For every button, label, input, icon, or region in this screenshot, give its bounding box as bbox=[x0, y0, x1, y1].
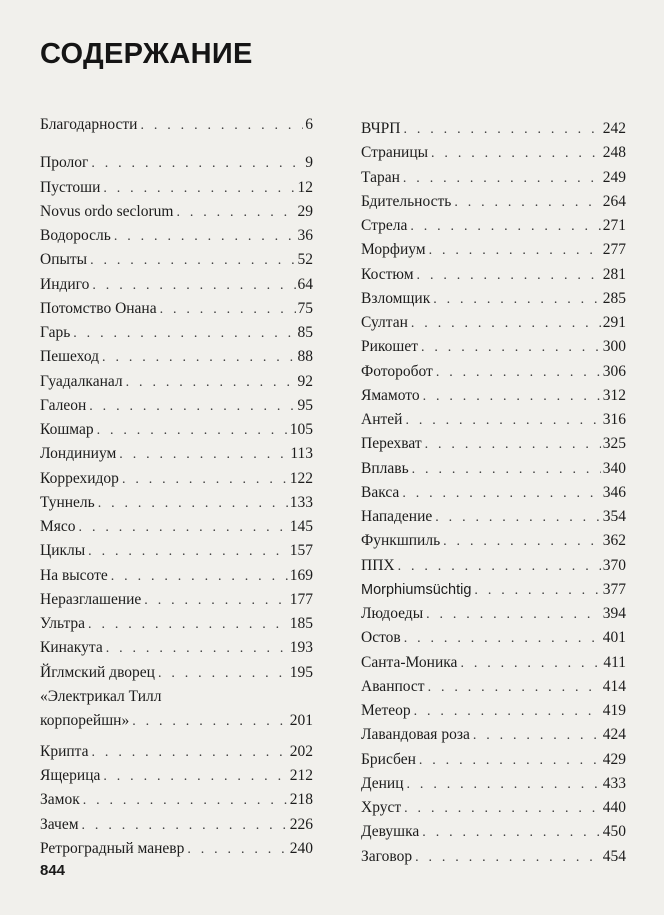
toc-entry-title: Неразглашение bbox=[40, 590, 142, 608]
leader-dots bbox=[91, 152, 303, 176]
leader-dots bbox=[474, 579, 600, 603]
toc-entry-title: Кошмар bbox=[40, 421, 94, 438]
toc-entry-page: 264 bbox=[602, 192, 626, 210]
toc-column-right bbox=[361, 117, 626, 869]
toc-entry bbox=[40, 837, 313, 861]
toc-entry-title: Взломщик bbox=[361, 289, 431, 307]
leader-dots bbox=[114, 225, 296, 249]
toc-entry-title: Санта-Моника bbox=[361, 653, 458, 671]
toc-entry-title: Ультра bbox=[40, 615, 86, 632]
toc-entry-page: 429 bbox=[602, 750, 626, 768]
toc-entry-title-line2: корпорейшн» bbox=[40, 711, 130, 729]
toc-entry-title: Зачем bbox=[40, 815, 79, 833]
toc-entry-title: Метеор bbox=[361, 702, 411, 719]
toc-entry bbox=[40, 740, 313, 764]
toc-entry-title: Опыты bbox=[40, 251, 88, 269]
toc-entry-page: 370 bbox=[602, 556, 626, 574]
toc-entry bbox=[40, 491, 313, 515]
toc-entry bbox=[361, 263, 626, 287]
toc-entry bbox=[361, 190, 626, 214]
toc-entry-title: Галеон bbox=[40, 396, 87, 414]
toc-entry-title: Рикошет bbox=[361, 338, 418, 356]
leader-dots bbox=[403, 118, 600, 142]
toc-entry-page: 9 bbox=[305, 154, 313, 172]
leader-dots bbox=[119, 443, 288, 467]
leader-dots bbox=[404, 797, 601, 821]
toc-entry-page: 281 bbox=[602, 265, 626, 283]
toc-entry-page: 212 bbox=[289, 767, 313, 784]
toc-entry-page: 113 bbox=[290, 445, 313, 463]
toc-entry-page: 75 bbox=[297, 299, 313, 317]
leader-dots bbox=[426, 603, 601, 627]
toc-entry bbox=[361, 408, 626, 432]
leader-dots bbox=[89, 395, 295, 419]
toc-entry bbox=[361, 578, 626, 602]
leader-dots bbox=[98, 492, 288, 516]
toc-entry bbox=[40, 394, 313, 418]
toc-entry-title: Потомство Онана bbox=[40, 299, 157, 317]
leader-dots bbox=[433, 288, 601, 312]
toc-entry bbox=[361, 335, 626, 359]
toc-entry bbox=[361, 457, 626, 481]
toc-entry-title: Ямамото bbox=[361, 386, 420, 404]
toc-entry-title: Замок bbox=[40, 791, 80, 809]
toc-entry bbox=[361, 602, 626, 626]
toc-entry-page: 306 bbox=[602, 362, 626, 380]
toc-entry-page: 285 bbox=[602, 289, 626, 307]
toc-entry-page: 88 bbox=[297, 348, 313, 366]
toc-entry-page: 450 bbox=[602, 823, 626, 841]
toc-entry-title: Заговор bbox=[361, 847, 413, 865]
toc-entry-title: Ящерица bbox=[40, 767, 101, 784]
toc-entry-page: 122 bbox=[289, 469, 313, 487]
toc-entry bbox=[361, 360, 626, 384]
toc-entry bbox=[40, 200, 313, 224]
toc-entry-page: 177 bbox=[289, 590, 313, 608]
toc-entry-page: 193 bbox=[289, 639, 313, 657]
toc-entry bbox=[361, 432, 626, 456]
toc-list bbox=[40, 740, 313, 861]
toc-entry-page: 362 bbox=[602, 532, 626, 550]
toc-entry-page: 316 bbox=[602, 411, 626, 428]
toc-entry-title: Брисбен bbox=[361, 750, 416, 768]
toc-entry-page: 454 bbox=[602, 847, 626, 865]
toc-entry bbox=[361, 384, 626, 408]
toc-entry bbox=[40, 248, 313, 272]
leader-dots bbox=[103, 177, 295, 201]
leader-dots bbox=[92, 274, 295, 298]
leader-dots bbox=[111, 565, 288, 589]
toc-entry-page: 433 bbox=[602, 774, 626, 792]
leader-dots bbox=[88, 613, 288, 637]
toc-entry-title: Антей bbox=[361, 411, 403, 428]
toc-entry-title: Фоторобот bbox=[361, 362, 433, 380]
toc-entry-page: 29 bbox=[297, 202, 313, 220]
leader-dots bbox=[158, 662, 288, 686]
toc-entry bbox=[361, 820, 626, 844]
toc-column-left bbox=[40, 113, 313, 861]
toc-entry bbox=[361, 796, 626, 820]
leader-dots bbox=[417, 264, 601, 288]
leader-dots bbox=[103, 765, 287, 789]
toc-entry bbox=[361, 699, 626, 723]
toc-entry bbox=[40, 151, 313, 175]
leader-dots bbox=[407, 773, 601, 797]
toc-entry-title: Novus ordo seclorum bbox=[40, 202, 174, 220]
toc-entry-title: Morphiumsüchtig bbox=[361, 581, 472, 598]
toc-entry bbox=[361, 117, 626, 141]
leader-dots bbox=[88, 540, 288, 564]
toc-entry-page: 325 bbox=[602, 435, 626, 453]
toc-entry-page: 145 bbox=[289, 518, 313, 535]
leader-dots bbox=[428, 676, 601, 700]
toc-entry bbox=[40, 224, 313, 248]
toc-entry bbox=[361, 651, 626, 675]
toc-entry-title: Бдительность bbox=[361, 192, 452, 210]
toc-entry-page: 185 bbox=[289, 615, 313, 632]
toc-entry bbox=[361, 166, 626, 190]
leader-dots bbox=[79, 516, 288, 540]
toc-entry-title: Людоеды bbox=[361, 605, 424, 622]
toc-entry-page: 414 bbox=[602, 677, 626, 695]
leader-dots bbox=[405, 409, 600, 433]
leader-dots bbox=[412, 458, 601, 482]
toc-entry-title: Хруст bbox=[361, 799, 402, 816]
toc-entry-title-line1: «Электрикал Тилл bbox=[40, 687, 162, 705]
toc-entry-title: Кинакута bbox=[40, 639, 103, 657]
leader-dots bbox=[419, 749, 601, 773]
toc-entry bbox=[40, 297, 313, 321]
leader-dots bbox=[398, 555, 601, 579]
toc-entry-title: Нападение bbox=[361, 508, 433, 525]
toc-entry-page: 157 bbox=[289, 542, 313, 560]
toc-entry-page: 202 bbox=[289, 742, 313, 760]
leader-dots bbox=[402, 482, 600, 506]
toc-entry bbox=[40, 370, 313, 394]
leader-dots bbox=[73, 322, 295, 346]
toc-entry-page: 277 bbox=[602, 241, 626, 259]
toc-entry-title: Благодарности bbox=[40, 116, 138, 133]
toc-entry bbox=[361, 675, 626, 699]
toc-entry-title: Крипта bbox=[40, 742, 89, 760]
toc-entry-page: 401 bbox=[602, 629, 626, 647]
toc-entry-page: 242 bbox=[602, 120, 626, 137]
leader-dots bbox=[140, 114, 303, 138]
toc-entry-page: 271 bbox=[602, 217, 626, 234]
toc-entry bbox=[361, 845, 626, 869]
toc-list bbox=[361, 117, 626, 869]
toc-entry bbox=[361, 748, 626, 772]
toc-entry-title: Циклы bbox=[40, 542, 86, 560]
toc-entry bbox=[40, 515, 313, 539]
leader-dots bbox=[106, 637, 288, 661]
leader-dots bbox=[83, 789, 288, 813]
toc-entry bbox=[40, 813, 313, 837]
toc-entry-title: Гарь bbox=[40, 324, 71, 341]
toc-entry bbox=[361, 505, 626, 529]
toc-entry-title: Девушка bbox=[361, 823, 420, 841]
toc-entry-page: 312 bbox=[602, 386, 626, 404]
page-title: СОДЕРЖАНИЕ bbox=[40, 38, 253, 70]
toc-entry bbox=[40, 113, 313, 137]
toc-entry-page: 85 bbox=[297, 324, 313, 341]
leader-dots bbox=[414, 700, 601, 724]
toc-entry-title: Индиго bbox=[40, 275, 90, 293]
toc-list bbox=[40, 151, 313, 685]
toc-entry-title: Пролог bbox=[40, 154, 89, 172]
toc-entry-title: Туннель bbox=[40, 493, 95, 511]
toc-entry-multiline bbox=[40, 685, 313, 734]
toc-entry bbox=[40, 442, 313, 466]
leader-dots bbox=[431, 142, 601, 166]
toc-entry bbox=[40, 788, 313, 812]
leader-dots bbox=[132, 710, 288, 734]
toc-entry-page: 300 bbox=[602, 338, 626, 356]
toc-entry bbox=[361, 529, 626, 553]
leader-dots bbox=[92, 741, 288, 765]
toc-entry bbox=[40, 273, 313, 297]
toc-entry-page: 354 bbox=[602, 508, 626, 525]
toc-entry bbox=[40, 564, 313, 588]
leader-dots bbox=[425, 433, 601, 457]
toc-entry-page: 6 bbox=[305, 116, 313, 133]
toc-entry-title: Пустоши bbox=[40, 178, 101, 196]
toc-entry-page: 440 bbox=[602, 799, 626, 816]
leader-dots bbox=[454, 191, 600, 215]
toc-entry-page: 394 bbox=[602, 605, 626, 622]
toc-entry-page: 12 bbox=[297, 178, 313, 196]
toc-entry-title: Вакса bbox=[361, 483, 400, 501]
leader-dots bbox=[423, 385, 601, 409]
toc-entry-page: 52 bbox=[297, 251, 313, 269]
toc-entry-title: Таран bbox=[361, 168, 400, 186]
toc-entry bbox=[361, 141, 626, 165]
toc-entry-page: 36 bbox=[297, 227, 313, 244]
toc-entry bbox=[361, 287, 626, 311]
leader-dots bbox=[421, 336, 601, 360]
toc-entry-title: Лавандовая роза bbox=[361, 726, 470, 744]
toc-entry-title: Йглмский дворец bbox=[40, 663, 155, 681]
toc-entry bbox=[40, 345, 313, 369]
leader-dots bbox=[97, 419, 288, 443]
leader-dots bbox=[102, 346, 295, 370]
toc-entry-title: Дениц bbox=[361, 774, 404, 792]
leader-dots bbox=[460, 652, 601, 676]
toc-entry bbox=[361, 723, 626, 747]
toc-entry bbox=[40, 636, 313, 660]
toc-entry-title: Костюм bbox=[361, 265, 414, 283]
toc-entry-page: 340 bbox=[602, 459, 626, 477]
toc-entry-page: 424 bbox=[602, 726, 626, 744]
toc-entry bbox=[361, 626, 626, 650]
leader-dots bbox=[411, 312, 601, 336]
toc-entry-title: ППХ bbox=[361, 556, 395, 574]
toc-entry-title: Гуадалканал bbox=[40, 372, 123, 390]
toc-entry bbox=[361, 481, 626, 505]
toc-entry-page: 105 bbox=[289, 421, 313, 438]
leader-dots bbox=[436, 361, 601, 385]
toc-entry-page: 201 bbox=[289, 711, 313, 729]
toc-entry-title: Страницы bbox=[361, 144, 429, 162]
toc-entry-title: Мясо bbox=[40, 518, 76, 535]
toc-entry-title: На высоте bbox=[40, 566, 108, 584]
leader-dots bbox=[403, 167, 601, 191]
toc-entry-title: Султан bbox=[361, 314, 408, 331]
toc-entry bbox=[40, 612, 313, 636]
toc-entry-title: Водоросль bbox=[40, 227, 111, 244]
toc-entry bbox=[40, 418, 313, 442]
toc-entry-title: Вплавь bbox=[361, 459, 409, 477]
toc-entry-page: 249 bbox=[602, 168, 626, 186]
toc-entry-title: Коррехидор bbox=[40, 469, 119, 487]
leader-dots bbox=[415, 846, 601, 870]
toc-entry-page: 248 bbox=[602, 144, 626, 162]
leader-dots bbox=[160, 298, 296, 322]
leader-dots bbox=[82, 814, 288, 838]
toc-entry-page: 291 bbox=[602, 314, 626, 331]
toc-entry-page: 411 bbox=[603, 653, 626, 671]
leader-dots bbox=[404, 627, 601, 651]
toc-entry-page: 226 bbox=[289, 815, 313, 833]
toc-entry-title: Перехват bbox=[361, 435, 422, 453]
leader-dots bbox=[443, 530, 601, 554]
page-number: 844 bbox=[40, 862, 66, 879]
toc-entry-page: 64 bbox=[297, 275, 313, 293]
leader-dots bbox=[187, 838, 287, 862]
leader-dots bbox=[429, 239, 601, 263]
toc-entry-page: 195 bbox=[289, 663, 313, 681]
toc-entry-page: 169 bbox=[289, 566, 313, 584]
spacer bbox=[40, 137, 313, 151]
toc-entry-page: 95 bbox=[297, 396, 313, 414]
toc-entry-title: Стрела bbox=[361, 217, 408, 234]
toc-entry bbox=[40, 588, 313, 612]
leader-dots bbox=[410, 215, 600, 239]
toc-entry-page: 346 bbox=[602, 483, 626, 501]
toc-entry bbox=[361, 554, 626, 578]
leader-dots bbox=[422, 821, 600, 845]
leader-dots bbox=[435, 506, 600, 530]
toc-entry bbox=[40, 176, 313, 200]
toc-entry-title: Лондиниум bbox=[40, 445, 117, 463]
leader-dots bbox=[473, 724, 601, 748]
toc-entry-title: Остов bbox=[361, 629, 401, 647]
toc-entry bbox=[40, 539, 313, 563]
toc-entry-page: 92 bbox=[297, 372, 313, 390]
toc-entry bbox=[40, 764, 313, 788]
toc-entry-title: Пешеход bbox=[40, 348, 100, 366]
toc-entry bbox=[40, 467, 313, 491]
toc-entry-page: 419 bbox=[602, 702, 626, 719]
leader-dots bbox=[126, 371, 296, 395]
toc-entry-page: 240 bbox=[289, 839, 313, 857]
toc-entry bbox=[361, 214, 626, 238]
toc-entry bbox=[361, 238, 626, 262]
leader-dots bbox=[122, 468, 288, 492]
toc-entry-title: Аванпост bbox=[361, 677, 425, 695]
toc-entry-title: Функшпиль bbox=[361, 532, 441, 550]
leader-dots bbox=[144, 589, 287, 613]
toc-entry-title: Ретроградный маневр bbox=[40, 839, 185, 857]
leader-dots bbox=[90, 249, 295, 273]
toc-entry-title: ВЧРП bbox=[361, 120, 401, 137]
toc-entry bbox=[40, 661, 313, 685]
toc-entry bbox=[361, 311, 626, 335]
toc-entry bbox=[40, 321, 313, 345]
toc-entry-page: 133 bbox=[289, 493, 313, 511]
toc-entry-page: 377 bbox=[602, 580, 626, 598]
leader-dots bbox=[176, 201, 295, 225]
toc-entry-title: Морфиум bbox=[361, 241, 426, 259]
toc-entry-page: 218 bbox=[289, 791, 313, 809]
toc-entry bbox=[361, 772, 626, 796]
